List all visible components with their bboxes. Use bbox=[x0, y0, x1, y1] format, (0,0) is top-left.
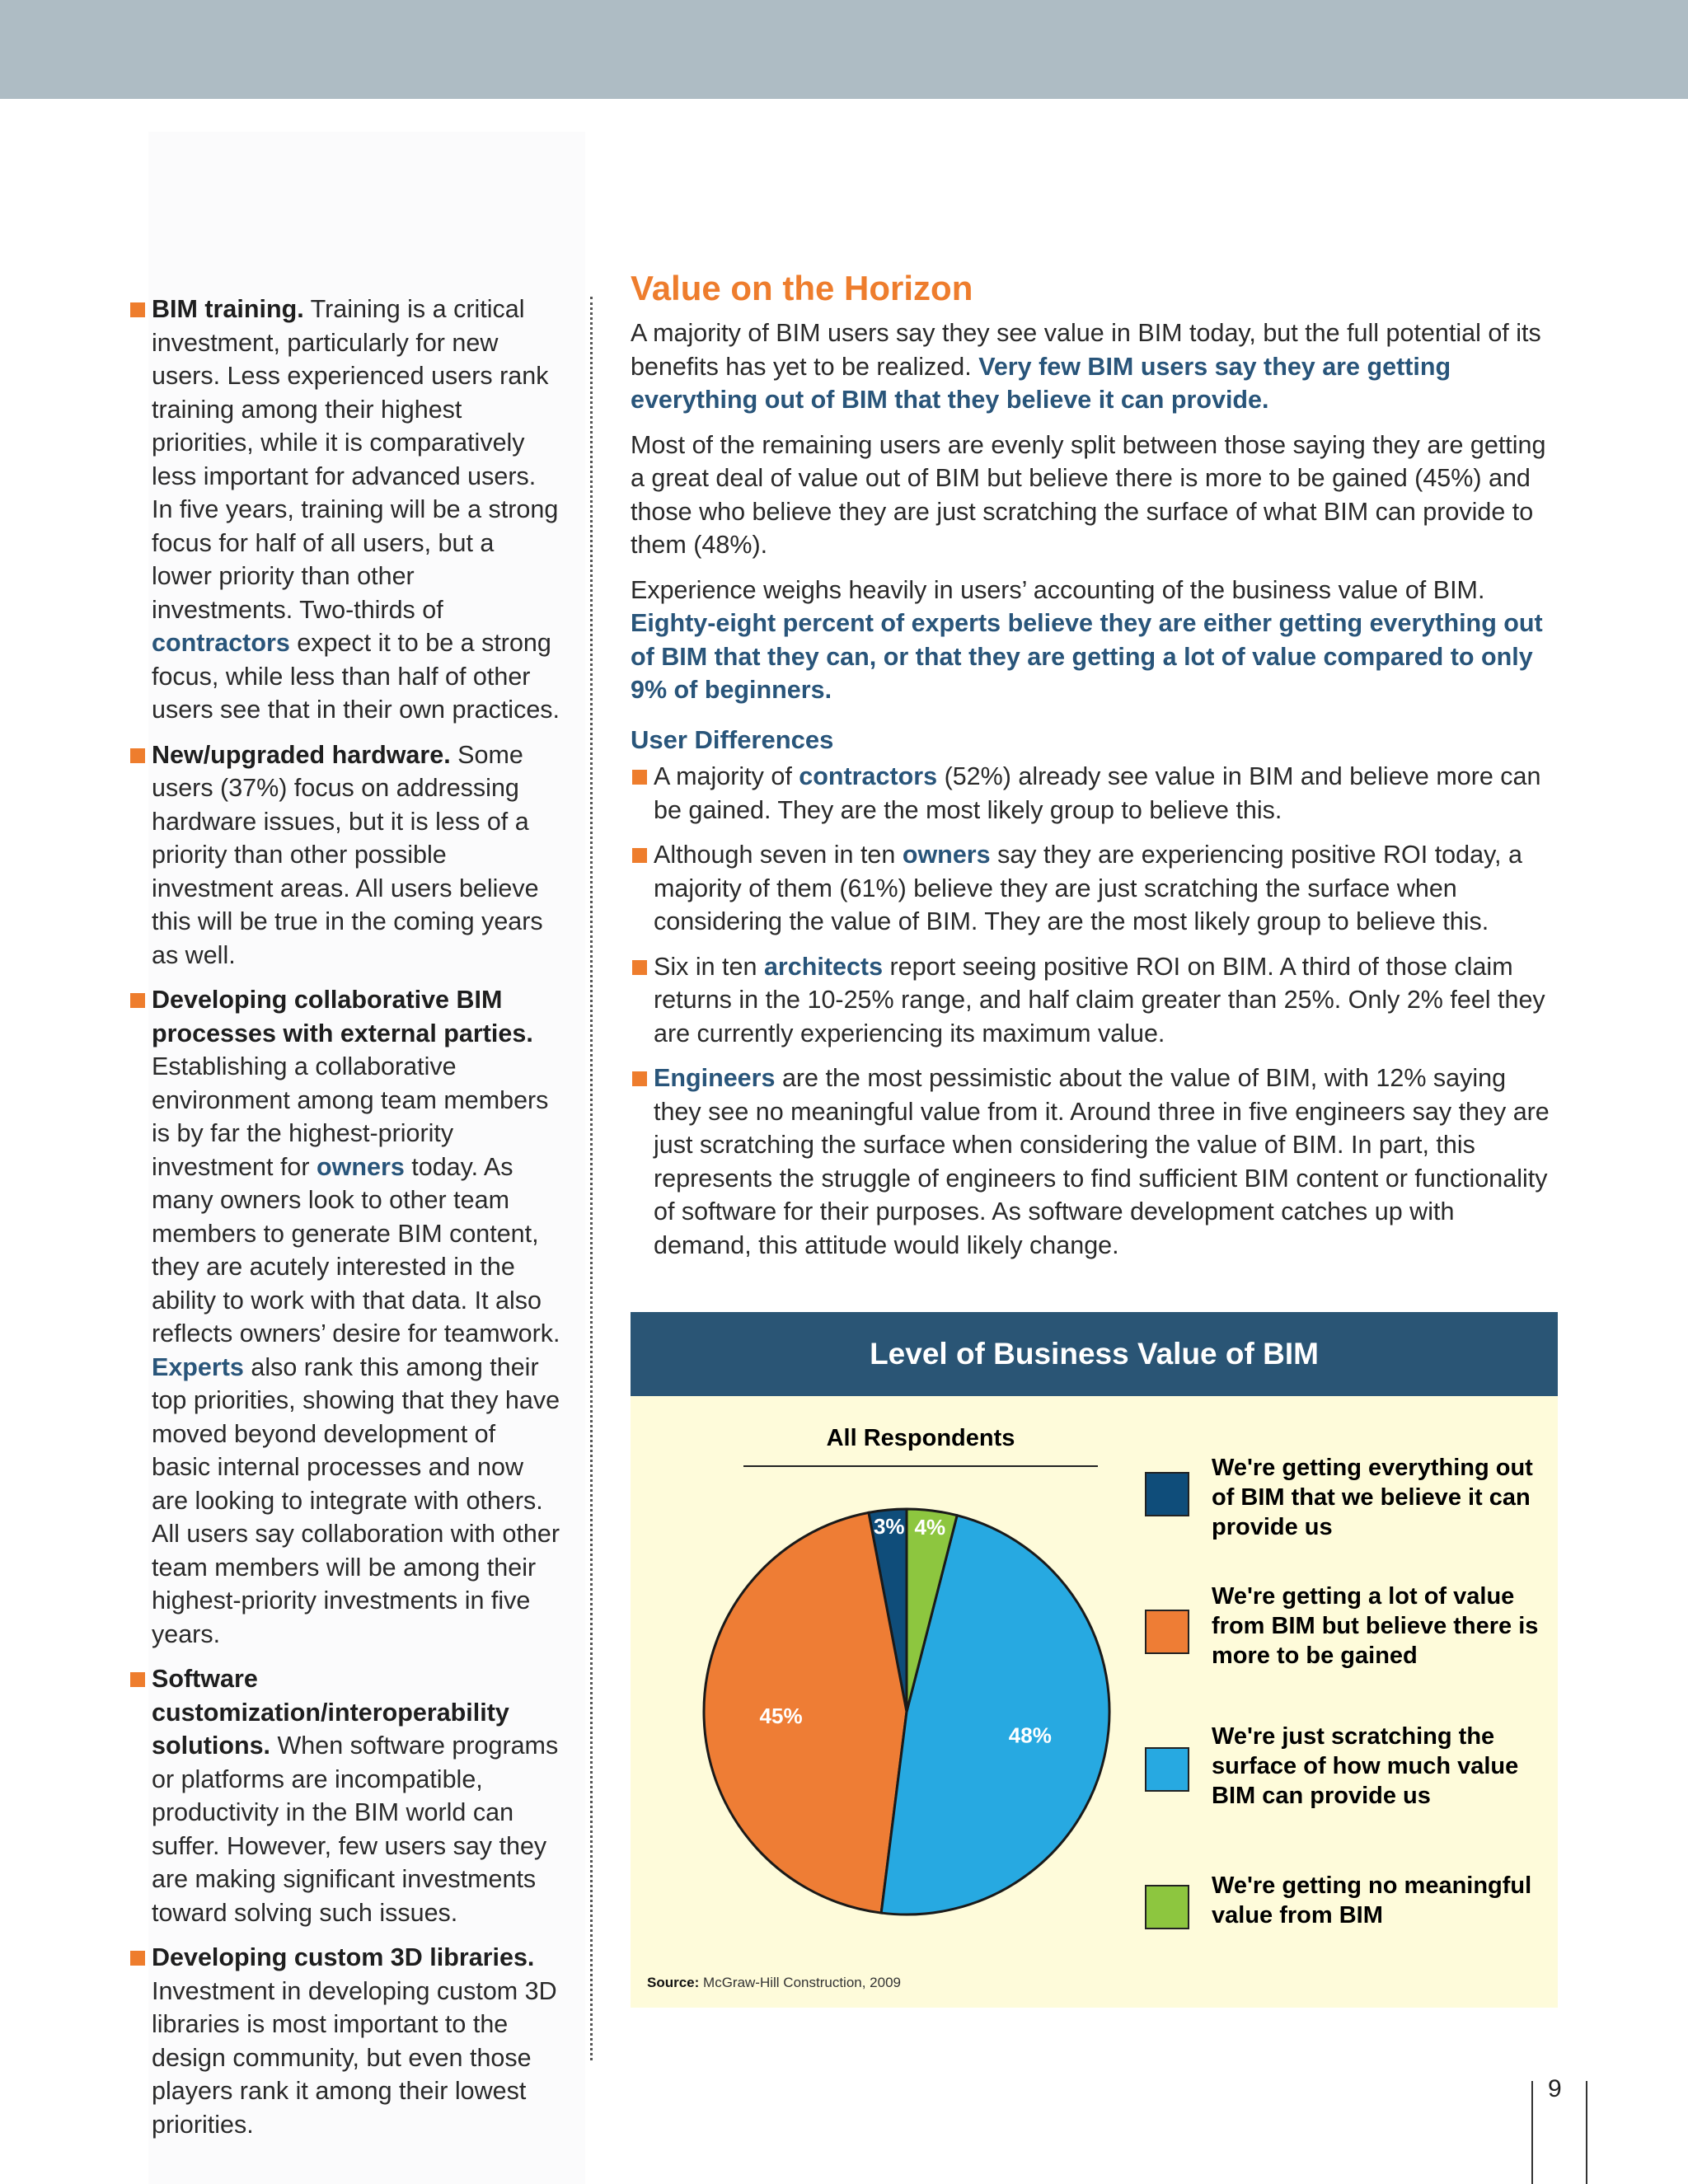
bullet-3d-libraries bbox=[124, 1941, 560, 2141]
header-band bbox=[0, 0, 1688, 99]
source-label: Source: bbox=[647, 1975, 700, 1990]
bullet-owners bbox=[631, 838, 1554, 939]
bullet-square-icon bbox=[130, 993, 145, 1008]
bullet-square-icon bbox=[130, 748, 145, 763]
legend-label-scratching: We're just scratching the surface of how much value BIM can provide us bbox=[1212, 1723, 1519, 1809]
legend-label-everything: We're getting everything out of BIM that we believe it can provide us bbox=[1212, 1455, 1533, 1540]
bullet-lead: Developing collaborative BIM processes with external parties. bbox=[152, 986, 533, 1047]
chart-subtitle: All Respondents bbox=[826, 1425, 1015, 1451]
bullet-lead: New/upgraded hardware. bbox=[152, 740, 451, 769]
highlight-owners: owners bbox=[902, 841, 991, 869]
bullet-square-icon bbox=[632, 1071, 647, 1086]
bullet-text: (52%) already see value in BIM and believe more can be gained. They are the most likely group to believe this. bbox=[654, 762, 1541, 824]
page-number-rule-right bbox=[1586, 2081, 1587, 2184]
legend-swatch-everything bbox=[1145, 1472, 1189, 1516]
bullet-square-icon bbox=[130, 302, 145, 317]
bullet-square-icon bbox=[632, 848, 647, 863]
bullet-text: A majority of bbox=[654, 762, 799, 790]
bullet-text: Six in ten bbox=[654, 952, 764, 981]
legend-swatch-scratching bbox=[1145, 1747, 1189, 1792]
page-number-rule-left bbox=[1531, 2081, 1533, 2184]
bullet-square-icon bbox=[130, 1951, 145, 1966]
pie-slice-lot-of-value bbox=[704, 1512, 907, 1913]
paragraph-text: Experience weighs heavily in users’ accounting of the business value of BIM. bbox=[631, 575, 1485, 604]
pie-label-no-value: 4% bbox=[914, 1514, 946, 1540]
legend-swatch-no-value bbox=[1145, 1885, 1189, 1929]
highlight-architects: architects bbox=[763, 952, 884, 981]
bullet-text: are the most pessimistic about the value of BIM, with 12% saying they see no meaningful value from it. Around three in five engineers say they are just scratching the surface when considering the value of BIM. In part, this represents the struggle of engineers to find sufficient BIM content or functionality of software for their purposes. As software development catches up with demand, this attitude would likely change. bbox=[654, 1064, 1550, 1259]
subsection-title: User Differences bbox=[631, 724, 834, 754]
bullet-text: report seeing positive ROI on BIM. A third of those claim returns in the 10-25% range, and half claim greater than 25%. Only 2% feel they are currently experiencing its maximum value. bbox=[654, 952, 1545, 1047]
bullet-square-icon bbox=[130, 1672, 145, 1687]
bullet-text: Training is a critical investment, particularly for new users. Less experienced users rank training among their highest priorities, while it is comparatively less important for advanced users. In five years, training will be a strong focus for half of all users, but a lower priority than other investments. Two-thirds of bbox=[152, 295, 559, 624]
bullet-lead: Developing custom 3D libraries. bbox=[152, 1943, 535, 1971]
bullet-text: also rank this among their top priorities, showing that they have moved beyond development of basic internal processes and now are looking to integrate with others. All users say collaboration with other team members will be among their highest-priority investments in five years. bbox=[152, 1352, 560, 1648]
highlight-contractors: contractors bbox=[152, 629, 290, 657]
bullet-text: Investment in developing custom 3D libraries is most important to the design community, but even those players rank it among their lowest priorities. bbox=[152, 1976, 557, 2139]
bullet-text: Although seven in ten bbox=[654, 841, 903, 869]
paragraph-experience bbox=[631, 574, 1554, 707]
paragraph-highlight: Very few BIM users say they are getting everything out of BIM that they believe it can provide. bbox=[631, 352, 1451, 414]
bullet-architects bbox=[631, 950, 1554, 1051]
bullet-text: Some users (37%) focus on addressing hardware issues, but it is less of a priority than other possible investment areas. All users believe this will be true in the coming years as well. bbox=[152, 740, 543, 969]
pie-label-lot-of-value: 45% bbox=[759, 1703, 803, 1728]
highlight-contractors: contractors bbox=[799, 762, 938, 790]
column-divider bbox=[590, 297, 593, 2060]
bullet-lead: BIM training. bbox=[152, 295, 304, 323]
bullet-software-customization bbox=[124, 1662, 560, 1929]
left-column bbox=[124, 293, 560, 2153]
bullet-lead: Software customization/interoperability solutions. bbox=[152, 1665, 509, 1760]
chart-title: Level of Business Value of BIM bbox=[631, 1312, 1558, 1396]
bullet-engineers bbox=[631, 1062, 1554, 1262]
highlight-engineers: Engineers bbox=[654, 1064, 776, 1092]
bullet-text: say they are experiencing positive ROI today, a majority of them (61%) believe they are just scratching the surface when considering the value of BIM. They are the most likely group to believe this. bbox=[654, 841, 1522, 935]
pie-label-everything: 3% bbox=[873, 1514, 905, 1540]
highlight-experts: Experts bbox=[152, 1352, 244, 1381]
bullet-contractors bbox=[631, 760, 1554, 827]
legend-label-no-value: We're getting no meaningful value from BIM bbox=[1212, 1872, 1532, 1929]
bullet-square-icon bbox=[632, 770, 647, 785]
bullet-collaborative bbox=[124, 983, 560, 1651]
right-column bbox=[631, 265, 1554, 1273]
bullet-text: When software programs or platforms are incompatible, productivity in the BIM world can suffer. However, few users say they are making significant investments toward solving such issues. bbox=[152, 1732, 559, 1927]
legend-swatch-lot-of-value bbox=[1145, 1610, 1189, 1654]
bullet-square-icon bbox=[632, 960, 647, 975]
chart-source bbox=[647, 1975, 901, 1991]
bullet-text: Establishing a collaborative environment among team members is by far the highest-priority investment for bbox=[152, 1052, 549, 1181]
paragraph-intro bbox=[631, 316, 1554, 417]
paragraph-split: Most of the remaining users are evenly split between those saying they are getting a great deal of value out of BIM but believe there is more to be gained (45%) and those who believe they are just scratching the surface of what BIM can provide to them (48%). bbox=[631, 430, 1546, 559]
source-text: McGraw-Hill Construction, 2009 bbox=[703, 1975, 901, 1990]
paragraph-text: A majority of BIM users say they see value in BIM today, but the full potential of its benefits has yet to be realized. bbox=[631, 319, 1541, 381]
bullet-bim-training bbox=[124, 293, 560, 727]
paragraph-highlight: Eighty-eight percent of experts believe they are either getting everything out of BIM that they can, or that they are getting a lot of value compared to only 9% of beginners. bbox=[631, 609, 1543, 704]
bullet-text: expect it to be a strong focus, while less than half of other users see that in their own practices. bbox=[152, 629, 560, 724]
pie-label-scratching: 48% bbox=[1008, 1722, 1052, 1748]
highlight-owners: owners bbox=[316, 1152, 405, 1181]
legend-label-lot-of-value: We're getting a lot of value from BIM but believe there is more to be gained bbox=[1212, 1583, 1539, 1669]
bullet-text: today. As many owners look to other team members to generate BIM content, they are acutely interested in the ability to work with that data. It also reflects owners’ desire for teamwork. bbox=[152, 1152, 560, 1347]
page-number: 9 bbox=[1548, 2075, 1562, 2102]
section-title: Value on the Horizon bbox=[631, 269, 973, 307]
bullet-hardware bbox=[124, 738, 560, 972]
